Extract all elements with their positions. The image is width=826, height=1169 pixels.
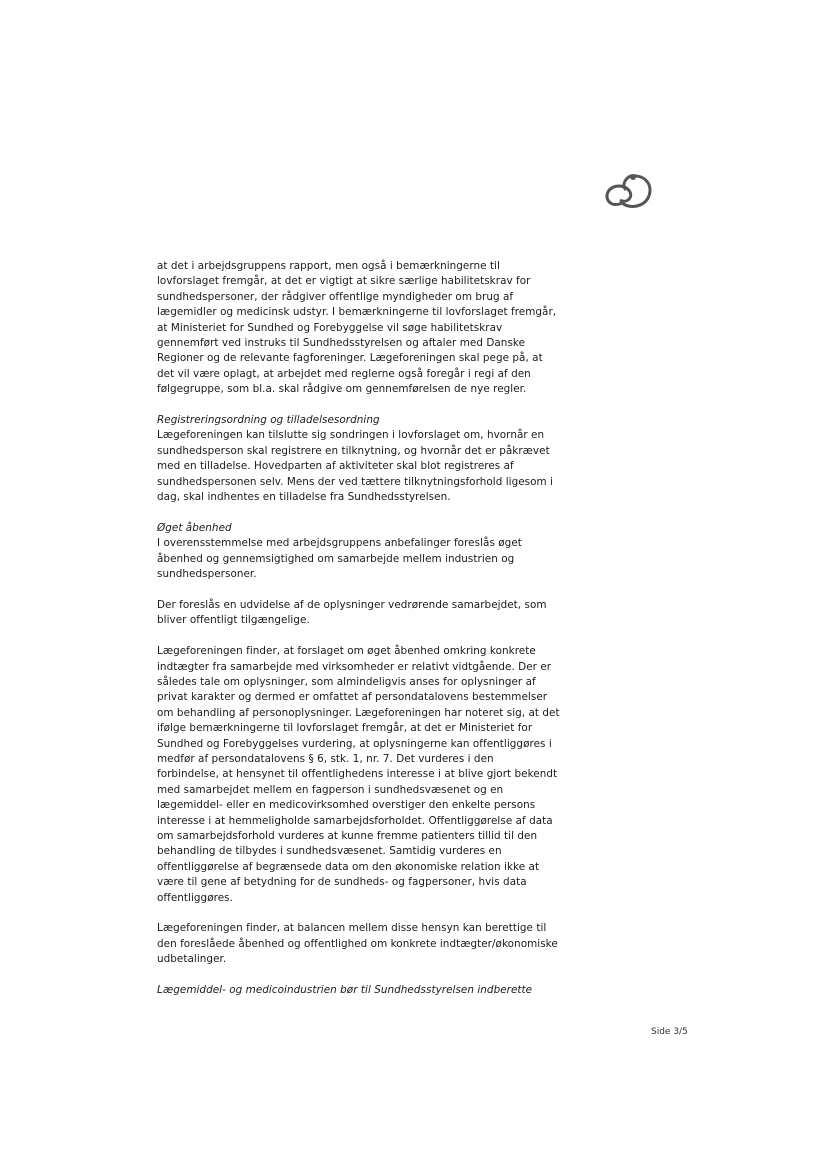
- paragraph: [157, 921, 577, 967]
- laegeforeningen-logo-icon: [600, 170, 656, 212]
- section-heading: Lægemiddel- og medicoindustrien bør til Sundhedsstyrelsen indberette: [157, 984, 533, 996]
- paragraph: [157, 259, 577, 398]
- paragraph-text: Lægeforeningen finder, at balancen mellem disse hensyn kan berettige til den foreslåede åbenhed og offentlighed om konkrete indtægter/økonomiske udbetalinger.: [157, 922, 558, 966]
- page-number: Side 3/5: [651, 1027, 688, 1037]
- paragraph: [157, 983, 577, 998]
- paragraph-text: I overensstemmelse med arbejdsgruppens anbefalinger foreslås øget åbenhed og gennemsigtighed om samarbejde mellem industrien og sundhedspersoner.: [157, 537, 522, 581]
- paragraph: [157, 598, 577, 629]
- paragraph: [157, 413, 577, 505]
- section-heading: Registreringsordning og tilladelsesordning: [157, 414, 380, 427]
- paragraph: [157, 521, 577, 583]
- paragraph-text: Lægeforeningen finder, at forslaget om øget åbenhed omkring konkrete indtægter fra samarbejde med virksomheder er relativt vidtgående. Der er således tale om oplysninger, som almindeligvis anses for oplysninger af privat karakter og dermed er omfattet af persondatalovens bestemmelser om behandling af personoplysninger. Lægeforeningen har noteret sig, at det ifølge bemærkningerne til lovforslaget fremgår, at det er Ministeriet for Sundhed og Forebyggelses vurdering, at oplysningerne kan offentliggøres i medfør af persondatalovens § 6, stk. 1, nr. 7. Det vurderes i den forbindelse, at hensynet til offentlighedens interesse i at blive gjort bekendt med samarbejdet mellem en fagperson i sundhedsvæsenet og en lægemiddel- eller en medicovirksomhed overstiger den enkelte persons interesse i at hemmeligholde samarbejdsforholdet. Offentliggørelse af data om samarbejdsforhold vurderes at kunne fremme patienters tillid til den behandling de tilbydes i sundhedsvæsenet. Samtidig vurderes en offentliggørelse af begrænsede data om den økonomiske relation ikke at være til gene af betydning for de sundheds- og fagpersoner, hvis data offentliggøres.: [157, 645, 560, 904]
- paragraph: [157, 644, 577, 906]
- document-body: [157, 259, 577, 1014]
- paragraph-text: at det i arbejdsgruppens rapport, men også i bemærkningerne til lovforslaget fremgår, at det er vigtigt at sikre særlige habilitetskrav for sundhedspersoner, der rådgiver offentlige myndigheder om brug af lægemidler og medicinsk udstyr. I bemærkningerne til lovforslaget fremgår, at Ministeriet for Sundhed og Forebyggelse vil søge habilitetskrav gennemført ved instruks til Sundhedsstyrelsen og aftaler med Danske Regioner og de relevante fagforeninger. Lægeforeningen skal pege på, at det vil være oplagt, at arbejdet med reglerne også foregår i regi af den følgegruppe, som bl.a. skal rådgive om gennemførelsen de nye regler.: [157, 260, 557, 396]
- paragraph-text: Der foreslås en udvidelse af de oplysninger vedrørende samarbejdet, som bliver offentligt tilgængelige.: [157, 598, 547, 627]
- section-heading: Øget åbenhed: [157, 521, 232, 534]
- paragraph-text: Lægeforeningen kan tilslutte sig sondringen i lovforslaget om, hvornår en sundhedsperson skal registrere en tilknytning, og hvornår det er påkrævet med en tilladelse. Hovedparten af aktiviteter skal blot registreres af sundhedspersonen selv. Mens der ved tættere tilknytningsforhold ligesom i dag, skal indhentes en tilladelse fra Sundhedsstyrelsen.: [157, 429, 553, 504]
